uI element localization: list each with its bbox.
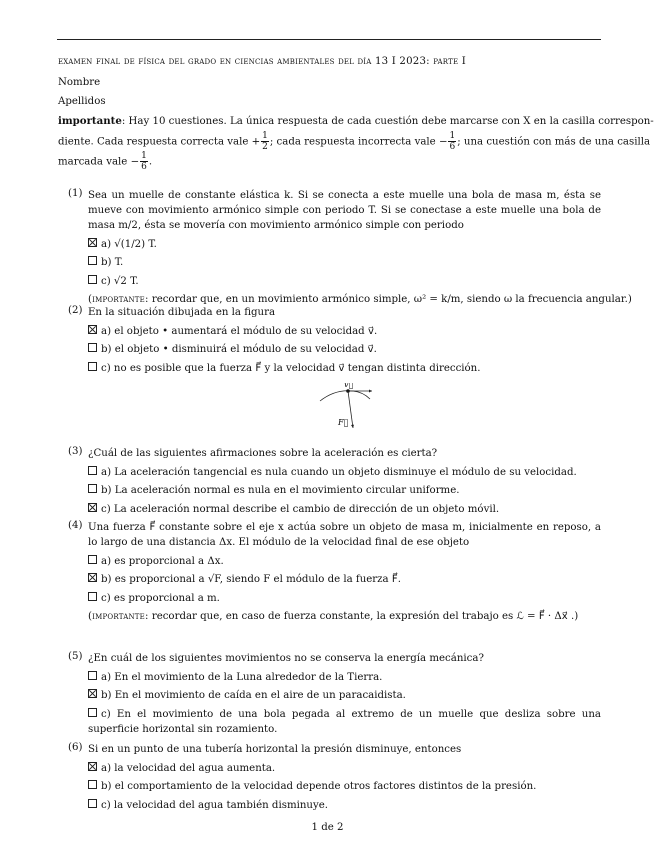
checkbox[interactable] [88,484,97,493]
fraction-num: 1 [262,131,268,141]
answer-option[interactable] [88,324,601,339]
checkbox[interactable] [88,799,97,808]
question-number: (4) [68,520,83,531]
force-velocity-figure [315,383,385,436]
question-2 [68,305,601,376]
instructions-line-3 [58,151,152,172]
answer-option[interactable] [88,798,601,813]
option-text: c) La aceleración normal describe el cambio de dirección de un objeto móvil. [101,503,500,515]
surname-field-label: Apellidos [58,96,106,107]
page-number: 1 de 2 [311,822,344,833]
checkbox[interactable] [88,592,97,601]
fraction-den: 2 [262,142,268,152]
instructions-text: ; cada respuesta incorrecta vale − [269,136,448,148]
checkbox[interactable] [88,780,97,789]
checked-checkbox[interactable] [88,573,97,582]
answer-option[interactable] [88,761,601,776]
fraction [448,131,456,152]
force-arrowhead [351,425,354,428]
answer-option[interactable] [88,670,601,685]
instructions-text: : Hay 10 cuestiones. La única respuesta de cada cuestión debe marcarse con X en la casilla correspon- [121,116,654,127]
option-text: a) √(1/2) T. [101,238,157,250]
trajectory-diagram [315,383,385,433]
answer-option[interactable] [88,572,601,587]
instructions-line-2 [58,131,650,152]
option-text: b) En el movimiento de caída en el aire de un paracaidista. [101,690,406,701]
question-3 [68,446,601,517]
answer-option[interactable] [88,554,601,569]
checkbox[interactable] [88,671,97,680]
exam-title: examen final de física del grado en ciencias ambientales del día 13 I 2023: parte I [58,56,466,67]
hint-label: (importante: [88,611,149,622]
answer-option[interactable] [88,707,601,737]
velocity-arrowhead [369,390,372,393]
fraction-num: 1 [449,131,456,141]
force-label: F⃗ [338,418,349,427]
option-text: b) el objeto • disminuirá el módulo de su velocidad v⃗. [101,344,377,355]
checked-checkbox[interactable] [88,689,97,698]
answer-option[interactable] [88,483,601,498]
answer-option[interactable] [88,465,601,480]
answer-option[interactable] [88,361,601,376]
answer-option[interactable] [88,274,601,289]
important-label: importante [58,115,122,127]
question-number: (5) [68,651,83,662]
question-1 [68,188,632,307]
fraction-den: 6 [141,162,147,172]
instructions-text: ; una cuestión con más de una casilla [457,136,651,148]
question-text: Si en un punto de una tubería horizontal la presión disminuye, entonces [88,744,462,755]
option-text: c) es proporcional a m. [101,592,220,604]
answer-option[interactable] [88,342,601,357]
force-arrow [348,391,353,428]
hint-note [88,609,601,624]
answer-option[interactable] [88,237,601,252]
top-rule [57,39,601,40]
velocity-label: v⃗ [344,383,354,389]
answer-option[interactable] [88,255,601,270]
hint-text: recordar que, en caso de fuerza constante, la expresión del trabajo es ℒ = F⃗ · Δx⃗ .) [148,611,579,622]
option-text: c) En el movimiento de una bola pegada al extremo de un muelle que desliza sobre una superficie horizontal sin rozamiento. [88,708,601,735]
name-field-label: Nombre [58,77,101,88]
checkbox[interactable] [88,708,97,717]
checkbox[interactable] [88,466,97,475]
checked-checkbox[interactable] [88,325,97,334]
option-text: b) La aceleración normal es nula en el movimiento circular uniforme. [101,485,460,496]
checked-checkbox[interactable] [88,503,97,512]
option-text: b) T. [101,257,124,268]
fraction [261,131,269,152]
checkbox[interactable] [88,343,97,352]
question-text: En la situación dibujada en la figura [88,307,276,318]
option-text: a) es proporcional a Δx. [101,555,224,567]
question-number: (3) [68,446,83,457]
fraction-num: 1 [141,151,147,161]
option-text: a) la velocidad del agua aumenta. [101,762,276,774]
question-text: ¿En cuál de los siguientes movimientos no se conserva la energía mecánica? [88,653,484,664]
fraction [140,151,148,172]
instructions-text: . [148,156,153,168]
option-text: c) √2 T. [101,275,139,287]
trajectory-curve [320,391,370,401]
option-text: a) el objeto • aumentará el módulo de su velocidad v⃗. [101,325,378,337]
answer-option[interactable] [88,502,601,517]
question-text: Sea un muelle de constante elástica k. Si se conecta a este muelle una bola de masa m, ésta se mueve con movimiento armónico simple con periodo T. Si se conectase a este muelle una bola de masa m/2, ésta se movería con movimiento armónico simple con periodo [88,190,601,231]
answer-option[interactable] [88,688,601,703]
option-text: a) La aceleración tangencial es nula cuando un objeto disminuye el módulo de su velocidad. [101,466,577,478]
checked-checkbox[interactable] [88,762,97,771]
question-number: (6) [68,742,83,753]
answer-option[interactable] [88,779,601,794]
instructions-text: marcada vale − [58,156,140,168]
question-4 [68,520,601,624]
checkbox[interactable] [88,362,97,371]
question-text: Una fuerza F⃗ constante sobre el eje x actúa sobre un objeto de masa m, inicialmente en reposo, a lo largo de una distancia Δx. El módulo de la velocidad final de ese objeto [88,522,601,548]
instructions-line-1 [58,115,654,127]
question-text: ¿Cuál de las siguientes afirmaciones sobre la aceleración es cierta? [88,448,438,459]
hint-label: (importante: [88,294,149,305]
instructions-text: diente. Cada respuesta correcta vale + [58,136,261,148]
option-text: b) el comportamiento de la velocidad depende otros factores distintos de la presión. [101,781,537,792]
option-text: c) no es posible que la fuerza F⃗ y la velocidad v⃗ tengan distinta dirección. [101,362,481,374]
option-text: b) es proporcional a √F, siendo F el módulo de la fuerza F⃗. [101,574,401,585]
question-number: (2) [68,305,83,316]
checked-checkbox[interactable] [88,238,97,247]
hint-text: recordar que, en un movimiento armónico simple, ω² = k/m, siendo ω la frecuencia angular.) [148,294,632,305]
checkbox[interactable] [88,275,97,284]
checkbox[interactable] [88,256,97,265]
question-6 [68,742,601,813]
answer-option[interactable] [88,591,601,606]
option-text: c) la velocidad del agua también disminuye. [101,799,329,811]
option-text: a) En el movimiento de la Luna alrededor de la Tierra. [101,671,383,683]
question-5 [68,651,601,737]
checkbox[interactable] [88,555,97,564]
question-number: (1) [68,188,83,199]
fraction-den: 6 [449,142,456,152]
